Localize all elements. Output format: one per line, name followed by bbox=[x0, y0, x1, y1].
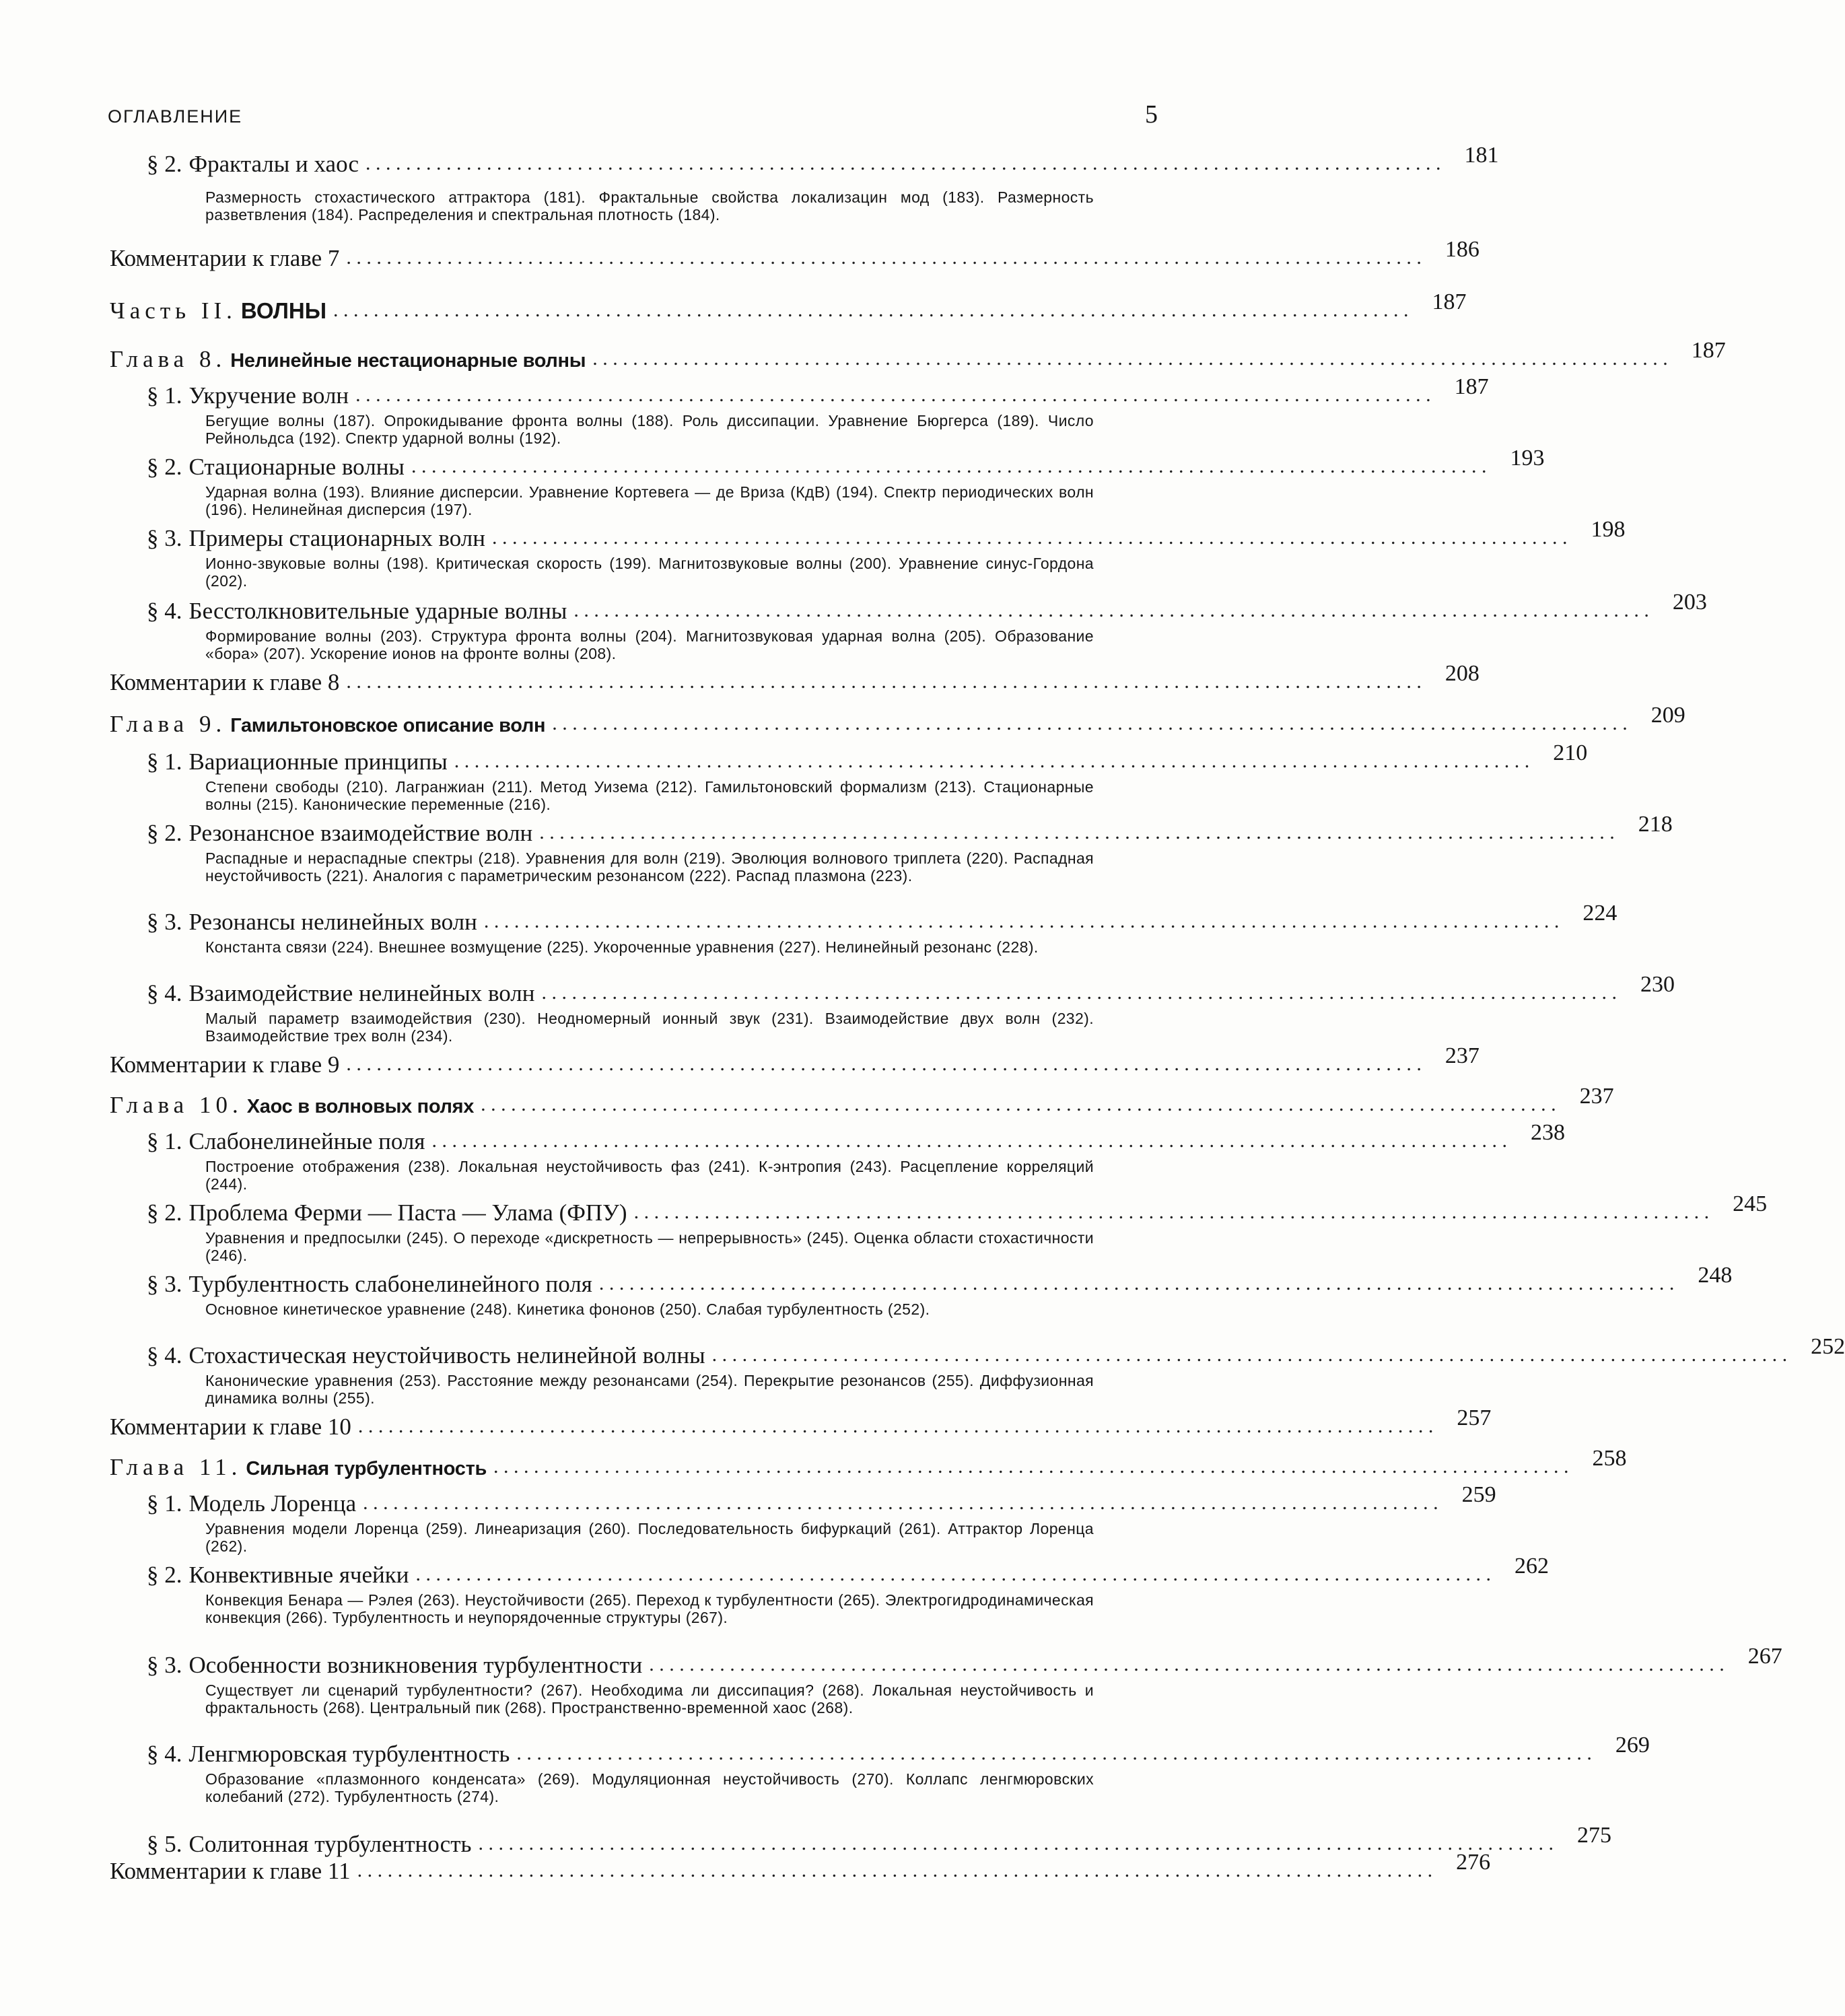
section-description: Уравнения модели Лоренца (259). Линеаризация (260). Последовательность бифуркаций (261). Аттрактор Лоренца (262). bbox=[205, 1520, 1094, 1555]
toc-entry[interactable] bbox=[0, 237, 1480, 272]
section-number: § 3. bbox=[147, 525, 182, 551]
entry-page: 252 bbox=[1811, 1334, 1845, 1359]
entry-page: 193 bbox=[1510, 446, 1545, 471]
toc-entry[interactable] bbox=[0, 1733, 1650, 1768]
section-description: Бегущие волны (187). Опрокидывание фронта волны (188). Роль диссипации. Уравнение Бюргерса (189). Число Рейнольдса (192). Спектр ударной волны (192). bbox=[205, 412, 1094, 447]
dot-leader bbox=[516, 1743, 1592, 1764]
toc-entry[interactable] bbox=[0, 338, 1726, 373]
dot-leader bbox=[492, 528, 1568, 548]
toc-entry[interactable] bbox=[0, 1043, 1480, 1078]
section-title: Укручение волн bbox=[188, 382, 349, 409]
section-title: Ленгмюровская турбулентность bbox=[188, 1741, 510, 1767]
toc-entry[interactable] bbox=[0, 812, 1673, 847]
chapter-title: Хаос в волновых полях bbox=[246, 1096, 475, 1117]
section-description: Распадные и нераспадные спектры (218). Уравнения для волн (219). Эволюция волнового триплета (220). Распадная неустойчивость (221). Аналогия с параметрическим резонансом (222). Распад плазмона (223). bbox=[205, 849, 1094, 884]
section-title: Примеры стационарных волн bbox=[188, 525, 485, 551]
section-number: § 2. bbox=[147, 1562, 182, 1588]
section-description: Размерность стохастического аттрактора (181). Фрактальные свойства локализацин мод (183). Размерность разветвления (184). Распределения и спектральная плотность (184). bbox=[205, 188, 1094, 223]
dot-leader bbox=[363, 1493, 1438, 1513]
toc-entry[interactable] bbox=[0, 1554, 1550, 1589]
section-description: Малый параметр взаимодействия (230). Неодномерный ионный звук (231). Взаимодействие двух волн (232). Взаимодействие трех волн (234). bbox=[205, 1010, 1094, 1045]
toc-entry[interactable] bbox=[0, 1191, 1768, 1226]
dot-leader bbox=[712, 1345, 1788, 1365]
entry-page: 203 bbox=[1672, 590, 1707, 615]
entry-page: 230 bbox=[1640, 972, 1675, 997]
section-description: Ионно-звуковые волны (198). Критическая скорость (199). Магнитозвуковые волны (200). Уравнение синус-Гордона (202). bbox=[205, 555, 1094, 590]
running-title: ОГЛАВЛЕНИЕ bbox=[108, 106, 243, 127]
entry-page: 276 bbox=[1456, 1850, 1491, 1875]
dot-leader bbox=[649, 1655, 1725, 1675]
section-title: Фракталы и хаос bbox=[188, 151, 359, 177]
comment-title: Комментарии к главе 7 bbox=[110, 245, 340, 271]
section-number: § 1. bbox=[147, 749, 182, 775]
part-label: Часть II. bbox=[110, 298, 237, 324]
dot-leader bbox=[346, 248, 1422, 268]
dot-leader bbox=[355, 385, 1431, 405]
toc-entry[interactable] bbox=[0, 1823, 1611, 1858]
section-title: Слабонелинейные поля bbox=[188, 1128, 425, 1154]
toc-entry[interactable] bbox=[0, 1334, 1845, 1369]
section-description: Ударная волна (193). Влияние дисперсии. Уравнение Кортевега — де Вриза (КдВ) (194). Спектр периодических волн (196). Нелинейная дисперсия (197). bbox=[205, 483, 1094, 518]
entry-page: 275 bbox=[1576, 1823, 1611, 1848]
chapter-label: Глава 10. bbox=[110, 1092, 243, 1118]
comment-title: Комментарии к главе 8 bbox=[110, 669, 340, 695]
section-description: Формирование волны (203). Структура фронта волны (204). Магнитозвуковая ударная волна (205). Образование «бора» (207). Ускорение ионов на фронте волны (208). bbox=[205, 627, 1094, 662]
entry-page: 267 bbox=[1747, 1644, 1782, 1669]
toc-entry[interactable] bbox=[0, 1084, 1614, 1119]
section-title: Резонансы нелинейных волн bbox=[188, 909, 477, 935]
running-head bbox=[108, 100, 1158, 129]
section-description: Основное кинетическое уравнение (248). Кинетика фононов (250). Слабая турбулентность (252). bbox=[205, 1300, 930, 1318]
section-number: § 2. bbox=[147, 1200, 182, 1226]
section-number: § 4. bbox=[147, 1741, 182, 1767]
toc-entry[interactable] bbox=[0, 703, 1685, 738]
entry-page: 208 bbox=[1444, 661, 1480, 686]
dot-leader bbox=[481, 1094, 1556, 1115]
entry-page: 262 bbox=[1515, 1554, 1550, 1578]
section-title: Вариационные принципы bbox=[188, 749, 448, 775]
section-number: § 1. bbox=[147, 1128, 182, 1154]
dot-leader bbox=[333, 300, 1409, 320]
entry-page: 181 bbox=[1464, 143, 1499, 168]
entry-page: 238 bbox=[1530, 1120, 1565, 1145]
section-description: Константа связи (224). Внешнее возмущение (225). Укороченные уравнения (227). Нелинейный резонанс (228). bbox=[205, 938, 1039, 956]
section-title: Проблема Ферми — Паста — Улама (ФПУ) bbox=[188, 1200, 627, 1226]
section-number: § 1. bbox=[147, 382, 182, 409]
chapter-label: Глава 9. bbox=[110, 711, 227, 737]
toc-entry[interactable] bbox=[0, 1263, 1733, 1298]
toc-entry[interactable] bbox=[0, 661, 1480, 696]
comment-title: Комментарии к главе 9 bbox=[110, 1051, 340, 1078]
toc-entry[interactable] bbox=[0, 517, 1626, 552]
dot-leader bbox=[365, 153, 1441, 174]
entry-page: 248 bbox=[1698, 1263, 1733, 1288]
dot-leader bbox=[454, 751, 1530, 771]
toc-entry[interactable] bbox=[0, 1644, 1782, 1679]
entry-page: 210 bbox=[1553, 740, 1588, 765]
dot-leader bbox=[416, 1564, 1492, 1585]
section-number: § 4. bbox=[147, 1342, 182, 1368]
dot-leader bbox=[346, 1054, 1422, 1074]
dot-leader bbox=[592, 349, 1668, 369]
toc-entry[interactable] bbox=[0, 1850, 1491, 1885]
toc-entry[interactable] bbox=[0, 446, 1545, 481]
comment-title: Комментарии к главе 10 bbox=[110, 1414, 351, 1440]
section-number: § 3. bbox=[147, 1652, 182, 1678]
chapter-title: Гамильтоновское описание волн bbox=[230, 715, 546, 736]
dot-leader bbox=[484, 911, 1560, 932]
dot-leader bbox=[431, 1131, 1507, 1151]
section-title: Резонансное взаимодействие волн bbox=[188, 820, 533, 846]
section-title: Взаимодействие нелинейных волн bbox=[188, 980, 535, 1006]
chapter-label: Глава 11. bbox=[110, 1454, 242, 1480]
toc-entry[interactable] bbox=[0, 972, 1675, 1007]
section-title: Конвективные ячейки bbox=[188, 1562, 409, 1588]
section-title: Солитонная турбулентность bbox=[188, 1831, 472, 1857]
dot-leader bbox=[634, 1202, 1710, 1222]
entry-page: 187 bbox=[1454, 374, 1489, 399]
dot-leader bbox=[478, 1834, 1554, 1854]
section-description: Канонические уравнения (253). Расстояние между резонансами (254). Перекрытие резонансов (255). Диффузионная динамика волны (255). bbox=[205, 1372, 1094, 1407]
entry-page: 237 bbox=[1444, 1043, 1480, 1068]
section-description: Существует ли сценарий турбулентности? (267). Необходима ли диссипация? (268). Локальная неустойчивость и фрактальность (268). Центральный пик (268). Пространственно-временной хаос (268). bbox=[205, 1681, 1094, 1716]
section-number: § 4. bbox=[147, 598, 182, 624]
dot-leader bbox=[542, 983, 1617, 1003]
entry-page: 218 bbox=[1638, 812, 1673, 837]
section-description: Построение отображения (238). Локальная неустойчивость фаз (241). К-энтропия (243). Расцепление корреляций (244). bbox=[205, 1158, 1094, 1193]
section-title: Модель Лоренца bbox=[188, 1490, 357, 1517]
toc-entry[interactable] bbox=[0, 1405, 1492, 1440]
entry-page: 209 bbox=[1650, 703, 1685, 728]
dot-leader bbox=[411, 456, 1487, 477]
dot-leader bbox=[346, 672, 1422, 692]
toc-entry[interactable] bbox=[0, 1482, 1496, 1517]
section-title: Стационарные волны bbox=[188, 454, 405, 480]
entry-page: 186 bbox=[1444, 237, 1480, 262]
dot-leader bbox=[357, 1861, 1433, 1881]
entry-page: 258 bbox=[1592, 1446, 1627, 1471]
entry-page: 198 bbox=[1591, 517, 1626, 542]
dot-leader bbox=[539, 823, 1615, 843]
section-number: § 5. bbox=[147, 1831, 182, 1857]
entry-page: 269 bbox=[1615, 1733, 1650, 1758]
toc-entry[interactable] bbox=[0, 590, 1707, 625]
section-title: Стохастическая неустойчивость нелинейной волны bbox=[188, 1342, 705, 1368]
toc-entry[interactable] bbox=[0, 901, 1617, 936]
section-title: Особенности возникновения турбулентности bbox=[188, 1652, 643, 1678]
part-title: ВОЛНЫ bbox=[240, 298, 327, 323]
section-description: Образование «плазмонного конденсата» (269). Модуляционная неустойчивость (270). Коллапс ленгмюровских колебаний (272). Турбулентность (274). bbox=[205, 1770, 1094, 1805]
toc-entry[interactable] bbox=[0, 289, 1467, 324]
section-number: § 2. bbox=[147, 820, 182, 846]
toc-entry[interactable] bbox=[0, 374, 1489, 409]
toc-entry[interactable] bbox=[0, 1446, 1627, 1481]
entry-page: 224 bbox=[1582, 901, 1617, 926]
chapter-title: Сильная турбулентность bbox=[246, 1458, 487, 1480]
entry-page: 259 bbox=[1461, 1482, 1496, 1507]
entry-page: 245 bbox=[1733, 1191, 1768, 1216]
section-number: § 1. bbox=[147, 1490, 182, 1517]
section-title: Турбулентность слабонелинейного поля bbox=[188, 1271, 592, 1297]
toc-entry[interactable] bbox=[0, 1120, 1565, 1155]
chapter-title: Нелинейные нестационарные волны bbox=[230, 350, 586, 372]
section-description: Уравнения и предпосылки (245). О переходе «дискретность — непрерывность» (245). Оценка области стохастичности (246). bbox=[205, 1229, 1094, 1264]
entry-page: 187 bbox=[1432, 289, 1467, 314]
page-number: 5 bbox=[1145, 100, 1158, 129]
dot-leader bbox=[599, 1274, 1675, 1294]
dot-leader bbox=[358, 1416, 1434, 1436]
toc-entry[interactable] bbox=[0, 740, 1588, 775]
toc-entry[interactable] bbox=[0, 143, 1499, 178]
chapter-label: Глава 8. bbox=[110, 346, 227, 372]
entry-page: 257 bbox=[1457, 1405, 1492, 1430]
section-description: Степени свободы (210). Лагранжиан (211). Метод Уизема (212). Гамильтоновский формализм (213). Стационарные волны (215). Канонические переменные (216). bbox=[205, 778, 1094, 813]
section-number: § 2. bbox=[147, 454, 182, 480]
section-number: § 2. bbox=[147, 151, 182, 177]
entry-page: 187 bbox=[1691, 338, 1726, 363]
section-number: § 3. bbox=[147, 1271, 182, 1297]
dot-leader bbox=[493, 1457, 1569, 1477]
dot-leader bbox=[573, 600, 1649, 621]
dot-leader bbox=[552, 714, 1628, 734]
section-description: Конвекция Бенара — Рэлея (263). Неустойчивости (265). Переход к турбулентности (265). Электрогидродинамическая конвекция (266). Турбулентность и неупорядоченные структуры (267). bbox=[205, 1591, 1094, 1626]
comment-title: Комментарии к главе 11 bbox=[110, 1858, 351, 1884]
section-number: § 3. bbox=[147, 909, 182, 935]
section-number: § 4. bbox=[147, 980, 182, 1006]
entry-page: 237 bbox=[1579, 1084, 1614, 1109]
section-title: Бесстолкновительные ударные волны bbox=[188, 598, 567, 624]
